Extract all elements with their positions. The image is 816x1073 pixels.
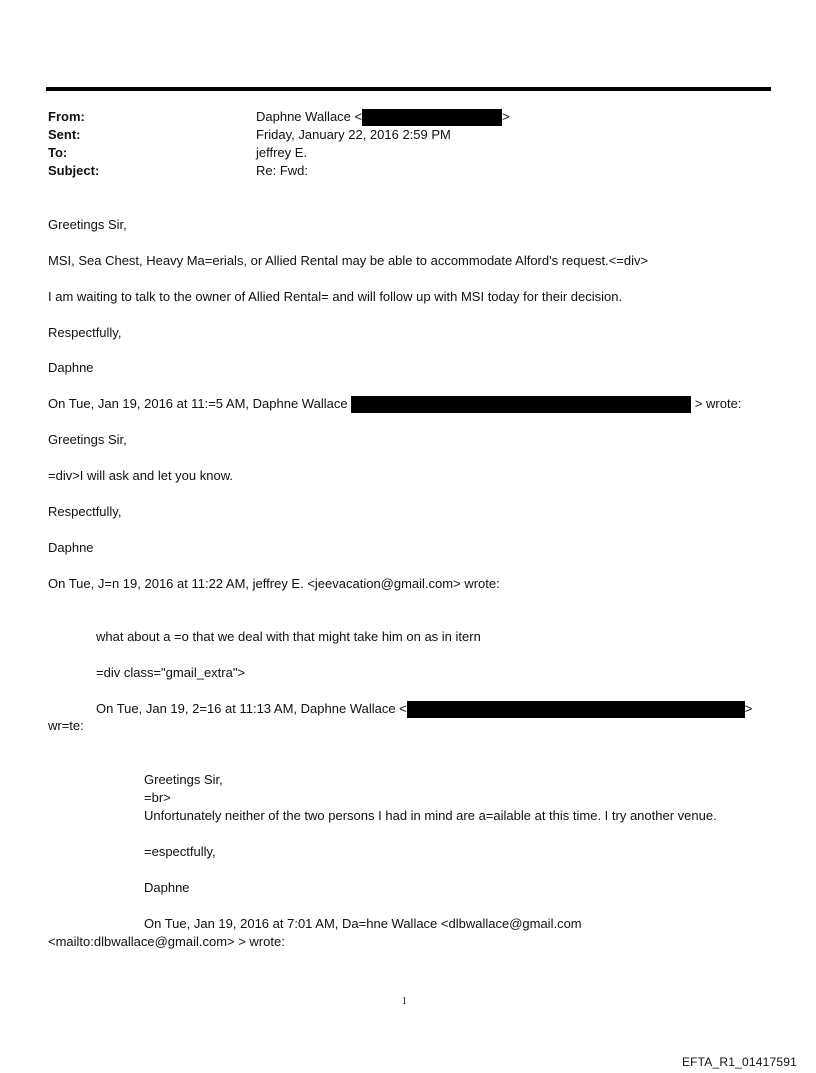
from-name: Daphne Wallace <	[256, 109, 363, 124]
quoted-line: Unfortunately neither of the two persons I had in mind are a=ailable at this time. I try another venue.	[144, 808, 717, 823]
quoted-line-greeting: Greetings Sir,	[144, 772, 223, 787]
quoted-line-signature: Daphne	[144, 880, 190, 895]
quote-header-line: On Tue, Jan 19, 2016 at 7:01 AM, Da=hne Wallace <dlbwallace@gmail.com	[144, 916, 582, 931]
quote-header-text: On Tue, Jan 19, 2016 at 11:=5 AM, Daphne Wallace	[48, 396, 348, 411]
from-close: >	[502, 109, 510, 124]
quoted-line: =br>	[144, 790, 171, 805]
redaction-box	[407, 701, 745, 718]
subject-label: Subject:	[48, 163, 100, 178]
body-line: Respectfully,	[48, 504, 122, 519]
from-label: From:	[48, 109, 85, 124]
to-row	[48, 144, 768, 162]
bates-number: EFTA_R1_01417591	[681, 1055, 797, 1069]
quote-header-end: > wrote:	[694, 396, 742, 411]
body-line-greeting: Greetings Sir,	[48, 432, 127, 447]
subject-row	[48, 162, 768, 180]
body-line-greeting: Greetings Sir,	[48, 217, 127, 232]
redaction-box	[351, 396, 691, 413]
body-line: MSI, Sea Chest, Heavy Ma=erials, or Allied Rental may be able to accommodate Alford's request.<=div>	[48, 253, 649, 268]
quote-header-line: On Tue, J=n 19, 2016 at 11:22 AM, jeffrey E. <jeevacation@gmail.com> wrote:	[48, 576, 500, 591]
sent-value: Friday, January 22, 2016 2:59 PM	[256, 127, 451, 142]
quote-header-line	[96, 700, 752, 718]
sent-label: Sent:	[48, 127, 81, 142]
sent-row	[48, 126, 768, 144]
quote-header-text: On Tue, Jan 19, 2=16 at 11:13 AM, Daphne Wallace <	[96, 701, 407, 716]
body-line: =div>I will ask and let you know.	[48, 468, 233, 483]
header-rule	[46, 87, 771, 91]
to-label: To:	[48, 145, 68, 160]
page-number: 1	[402, 996, 407, 1007]
quote-header-end: >	[744, 701, 753, 716]
quote-header-line	[48, 395, 741, 413]
body-line: Respectfully,	[48, 325, 122, 340]
subject-value: Re: Fwd:	[256, 163, 309, 178]
to-value: jeffrey E.	[256, 145, 308, 160]
redaction-box	[362, 109, 502, 126]
from-value	[256, 108, 768, 126]
from-row	[48, 108, 768, 126]
quote-header-wrap: <mailto:dlbwallace@gmail.com> > wrote:	[48, 934, 285, 949]
quoted-line: what about a =o that we deal with that might take him on as in itern	[96, 629, 481, 644]
email-header	[48, 108, 768, 180]
body-line: I am waiting to talk to the owner of Allied Rental= and will follow up with MSI today for their decision.	[48, 289, 623, 304]
quote-header-wrap: wr=te:	[48, 718, 84, 733]
quoted-line: =espectfully,	[144, 844, 216, 859]
body-line-signature: Daphne	[48, 360, 94, 375]
quoted-line: =div class="gmail_extra">	[96, 665, 246, 680]
body-line-signature: Daphne	[48, 540, 94, 555]
